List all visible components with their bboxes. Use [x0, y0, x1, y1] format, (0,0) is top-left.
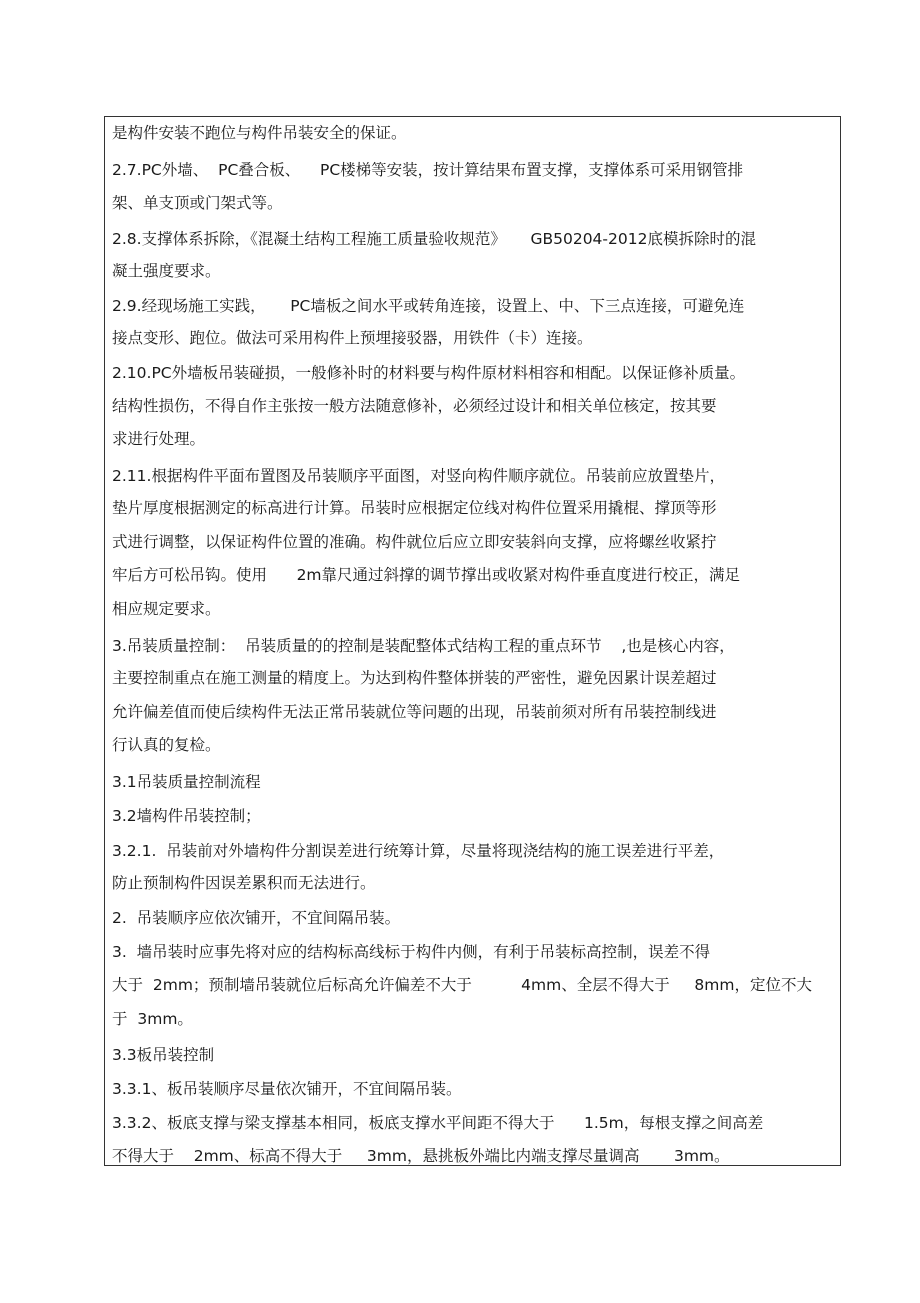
text-line: 垫片厚度根据测定的标高进行计算。吊装时应根据定位线对构件位置采用撬棍、撑顶等形	[112, 499, 717, 517]
text-line: 3.2墙构件吊装控制；	[112, 807, 261, 825]
text-line: 凝土强度要求。	[112, 262, 221, 280]
text-line: 是构件安装不跑位与构件吊装安全的保证。	[112, 124, 407, 142]
text-line: 2.9.经现场施工实践， PC墙板之间水平或转角连接，设置上、中、下三点连接，可避免连	[112, 297, 745, 315]
text-line: 2.7.PC外墙、 PC叠合板、 PC楼梯等安装，按计算结果布置支撑，支撑体系可采用钢管排	[112, 161, 744, 179]
text-line: 牢后方可松吊钩。使用 2m靠尺通过斜撑的调节撑出或收紧对构件垂直度进行校正，满足	[112, 566, 741, 584]
text-line: 3.3.1、板吊装顺序尽量依次铺开，不宜间隔吊装。	[112, 1080, 462, 1098]
text-line: 架、单支顶或门架式等。	[112, 194, 283, 212]
text-line: 允许偏差值而使后续构件无法正常吊装就位等问题的出现，吊装前须对所有吊装控制线进	[112, 703, 717, 721]
text-line: 3.2.1. 吊装前对外墙构件分割误差进行统筹计算，尽量将现浇结构的施工误差进行平差，	[112, 842, 725, 860]
text-line: 3.3.2、板底支撑与梁支撑基本相同，板底支撑水平间距不得大于 1.5m，每根支撑之间高差	[112, 1114, 764, 1132]
text-line: 行认真的复检。	[112, 736, 221, 754]
text-line: 2.11.根据构件平面布置图及吊装顺序平面图，对竖向构件顺序就位。吊装前应放置垫片，	[112, 467, 725, 485]
text-line: 3.1吊装质量控制流程	[112, 773, 261, 791]
text-line: 主要控制重点在施工测量的精度上。为达到构件整体拼装的严密性，避免因累计误差超过	[112, 669, 717, 687]
text-line: 2.8.支撑体系拆除，《混凝土结构工程施工质量验收规范》 GB50204-2012底模拆除时的混	[112, 230, 756, 248]
text-line: 式进行调整，以保证构件位置的准确。构件就位后应立即安装斜向支撑，应将螺丝收紧拧	[112, 533, 717, 551]
text-line: 求进行处理。	[112, 430, 206, 448]
text-line: 相应规定要求。	[112, 600, 221, 618]
text-line: 3.3板吊装控制	[112, 1046, 215, 1064]
text-line: 3.吊装质量控制： 吊装质量的的控制是装配整体式结构工程的重点环节 ,也是核心内容，	[112, 637, 735, 655]
text-line: 2. 吊装顺序应依次铺开，不宜间隔吊装。	[112, 909, 401, 927]
text-line: 接点变形、跑位。做法可采用构件上预埋接驳器，用铁件（卡）连接。	[112, 329, 593, 347]
text-line: 防止预制构件因误差累积而无法进行。	[112, 874, 376, 892]
text-line: 2.10.PC外墙板吊装碰损，一般修补时的材料要与构件原材料相容和相配。以保证修补质量。	[112, 364, 746, 382]
text-line: 3. 墙吊装时应事先将对应的结构标高线标于构件内侧，有利于吊装标高控制，误差不得	[112, 943, 711, 961]
text-line: 大于 2mm；预制墙吊装就位后标高允许偏差不大于 4mm、全层不得大于 8mm，定位不大	[112, 976, 812, 994]
text-line: 结构性损伤，不得自作主张按一般方法随意修补，必须经过设计和相关单位核定，按其要	[112, 397, 717, 415]
text-line: 于 3mm。	[112, 1010, 193, 1028]
text-line: 不得大于 2mm、标高不得大于 3mm，悬挑板外端比内端支撑尽量调高 3mm。	[112, 1147, 730, 1165]
